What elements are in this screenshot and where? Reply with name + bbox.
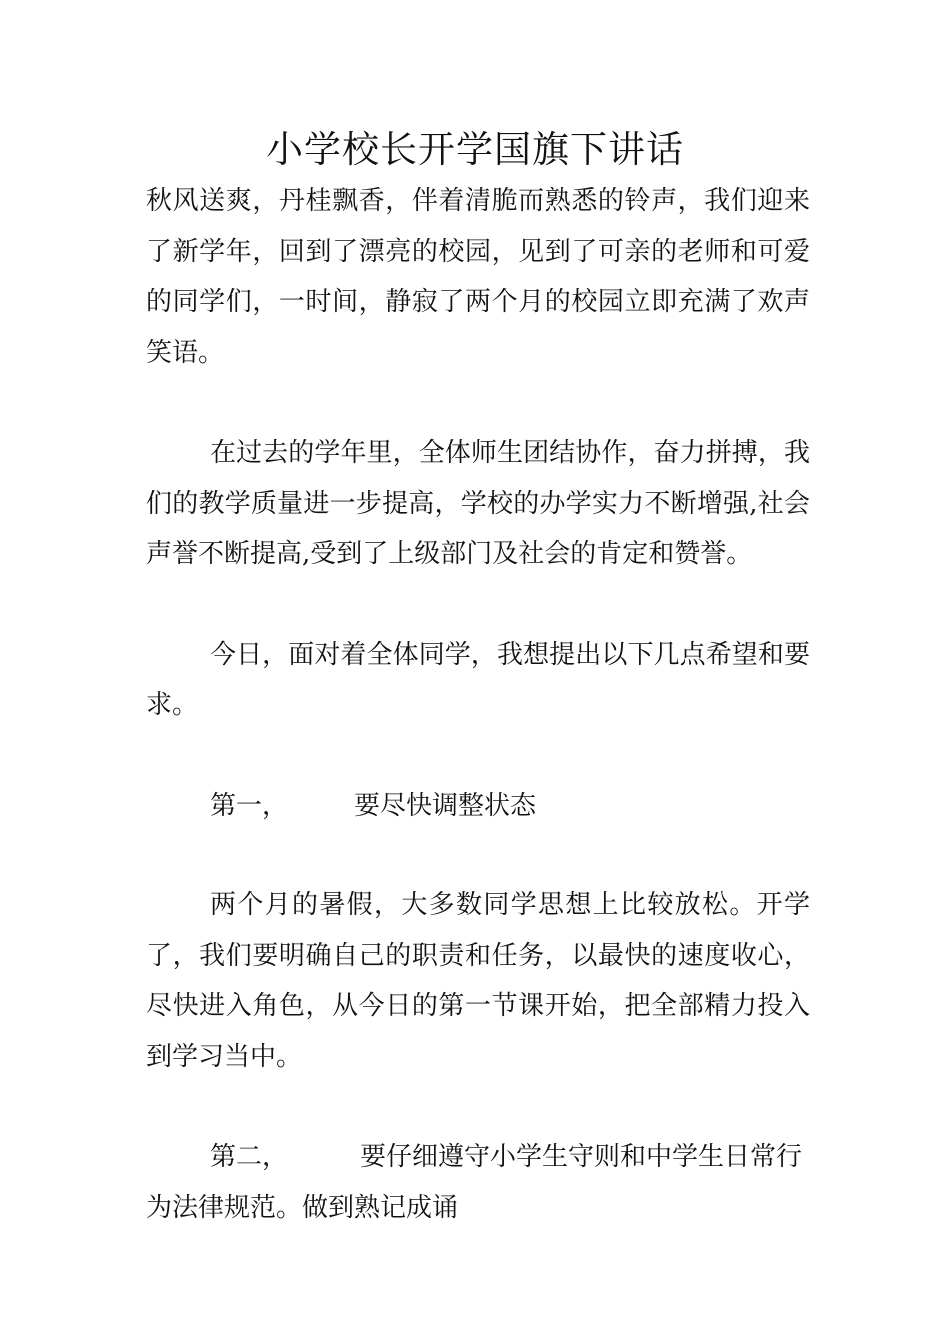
paragraph-past-year: 在过去的学年里，全体师生团结协作，奋力拼搏，我们的教学质量进一步提高，学校的办学实力不断增强,社会声誉不断提高,受到了上级部门及社会的肯定和赞誉。 [146,438,810,569]
paragraph-adjust-state: 两个月的暑假，大多数同学思想上比较放松。开学了，我们要明确自己的职责和任务，以最快的速度收心，尽快进入角色，从今日的第一节课开始，把全部精力投入到学习当中。 [146,890,810,1072]
paragraph-spacer [146,731,810,781]
point-one-heading [146,781,810,832]
point-one-text: 要尽快调整状态 [354,790,537,821]
paragraph-spacer [146,831,810,880]
point-two-text: 要仔细遵守小学生守则和中学生日常行为法律规范。做到熟记成诵 [146,1142,803,1223]
paragraph-intro: 秋风送爽，丹桂飘香，伴着清脆而熟悉的铃声，我们迎来了新学年，回到了漂亮的校园，见到了可亲的老师和可爱的同学们，一时间，静寂了两个月的校园立即充满了欢声笑语。 [146,186,810,368]
paragraph-spacer [146,580,810,630]
point-two-heading [146,1132,810,1233]
point-one-number: 第一， [210,790,289,821]
document-body [146,176,810,1233]
document-title: 小学校长开学国旗下讲话 [266,128,684,171]
paragraph-requirements-intro: 今日，面对着全体同学，我想提出以下几点希望和要求。 [146,639,810,720]
paragraph-spacer [146,1082,810,1132]
paragraph-spacer [146,378,810,428]
point-two-number: 第二， [210,1142,289,1172]
